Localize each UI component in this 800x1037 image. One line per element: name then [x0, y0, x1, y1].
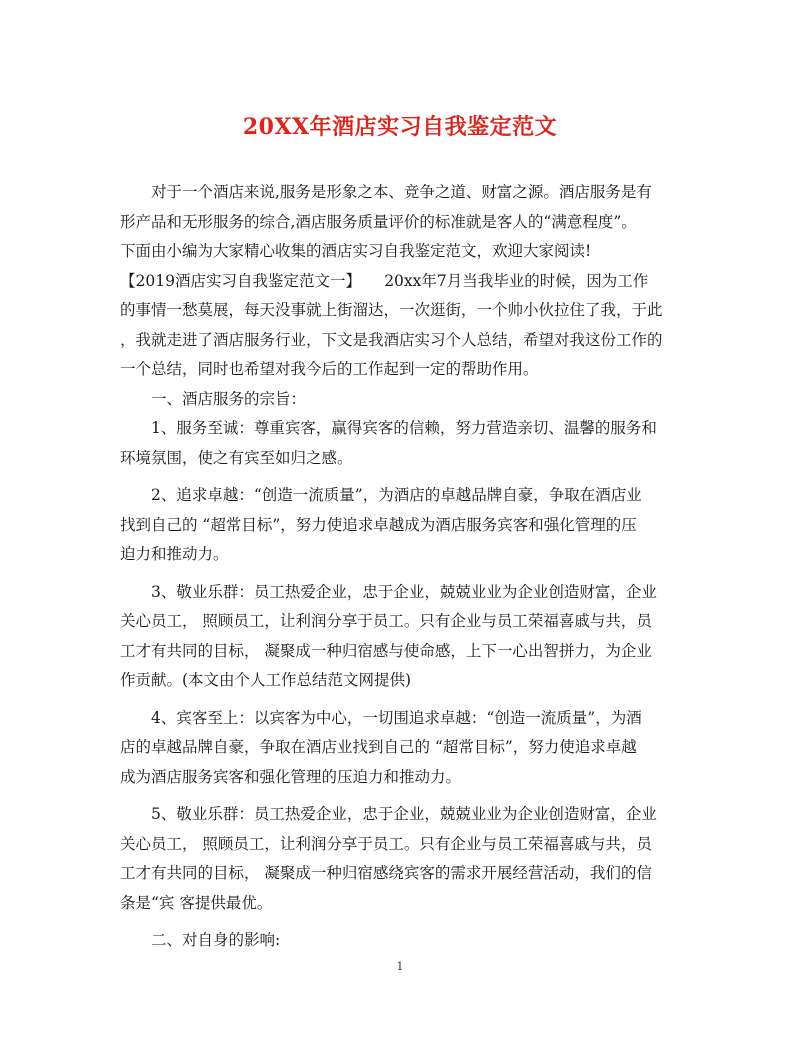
- body-line: 关心员工， 照顾员工，让利润分享于员工。只有企业与员工荣福喜戚与共，员: [120, 612, 652, 630]
- paragraph-gap: [120, 570, 680, 578]
- body-line: 成为酒店服务宾客和强化管理的压迫力和推动力。: [120, 767, 462, 786]
- body-line: 【2019酒店实习自我鉴定范文一】 20xx年7月当我毕业的时候，因为工作: [120, 271, 649, 290]
- body-line: 1、服务至诚：尊重宾客，赢得宾客的信赖，努力营造亲切、温馨的服务和: [151, 419, 657, 437]
- body-line: 找到自己的 “超常目标”，努力使追求卓越成为酒店服务宾客和强化管理的压: [120, 515, 637, 534]
- body-line: 对于一个酒店来说,服务是形象之本、竞争之道、财富之源。酒店服务是有: [151, 183, 652, 201]
- body-line: 工才有共同的目标， 凝聚成一种归宿感与使命感，上下一心出智拼力，为企业: [120, 641, 652, 660]
- body-line: 关心员工， 照顾员工，让利润分享于员工。只有企业与员工荣福喜戚与共，员: [120, 834, 652, 853]
- body-line: ，我就走进了酒店服务行业，下文是我酒店实习个人总结，希望对我这份工作的: [120, 330, 663, 349]
- body-line: 5、敬业乐群：员工热爱企业，忠于企业，兢兢业业为企业创造财富，企业: [151, 805, 657, 823]
- body-line: 一个总结，同时也希望对我今后的工作起到一定的帮助作用。: [120, 360, 539, 378]
- paragraph-gap: [120, 473, 680, 481]
- page-number: 1: [396, 960, 404, 973]
- paragraph-gap: [120, 696, 680, 704]
- body-line: 二、对自身的影响:: [151, 931, 281, 949]
- body-line: 下面由小编为大家精心收集的酒店实习自我鉴定范文，欢迎大家阅读!: [120, 242, 592, 260]
- body-line: 3、敬业乐群：员工热爱企业，忠于企业，兢兢业业为企业创造财富，企业: [151, 582, 657, 601]
- body-line: 一、酒店服务的宗旨：: [151, 389, 307, 408]
- body-line: 店的卓越品牌自豪，争取在酒店业找到自己的 “超常目标”，努力使追求卓越: [120, 738, 637, 756]
- body-line: 2、追求卓越：“创造一流质量”，为酒店的卓越品牌自豪，争取在酒店业: [151, 486, 642, 504]
- body-line: 环境氛围，使之有宾至如归之感。: [120, 448, 353, 467]
- paragraph-gap: [120, 792, 680, 800]
- body-line: 作贡献。(本文由个人工作总结范文网提供): [120, 671, 412, 689]
- body-line: 条是“宾 客提供最优。: [120, 893, 273, 912]
- body-line: 4、宾客至上：以宾客为中心，一切围追求卓越：“创造一流质量”，为酒: [151, 708, 642, 727]
- body-line: 的事情一愁莫展，每天没事就上街溜达，一次逛街，一个帅小伙拉住了我，于此: [120, 301, 663, 319]
- body-line: 工才有共同的目标， 凝聚成一种归宿感绕宾客的需求开展经营活动，我们的信: [120, 864, 652, 882]
- paragraph-gap: [120, 918, 680, 926]
- document-title: 20XX年酒店实习自我鉴定范文: [242, 114, 558, 140]
- body-line: 迫力和推动力。: [120, 545, 229, 563]
- body-line: 形产品和无形服务的综合,酒店服务质量评价的标准就是客人的“满意程度”。: [120, 212, 637, 231]
- document-body: [120, 178, 680, 956]
